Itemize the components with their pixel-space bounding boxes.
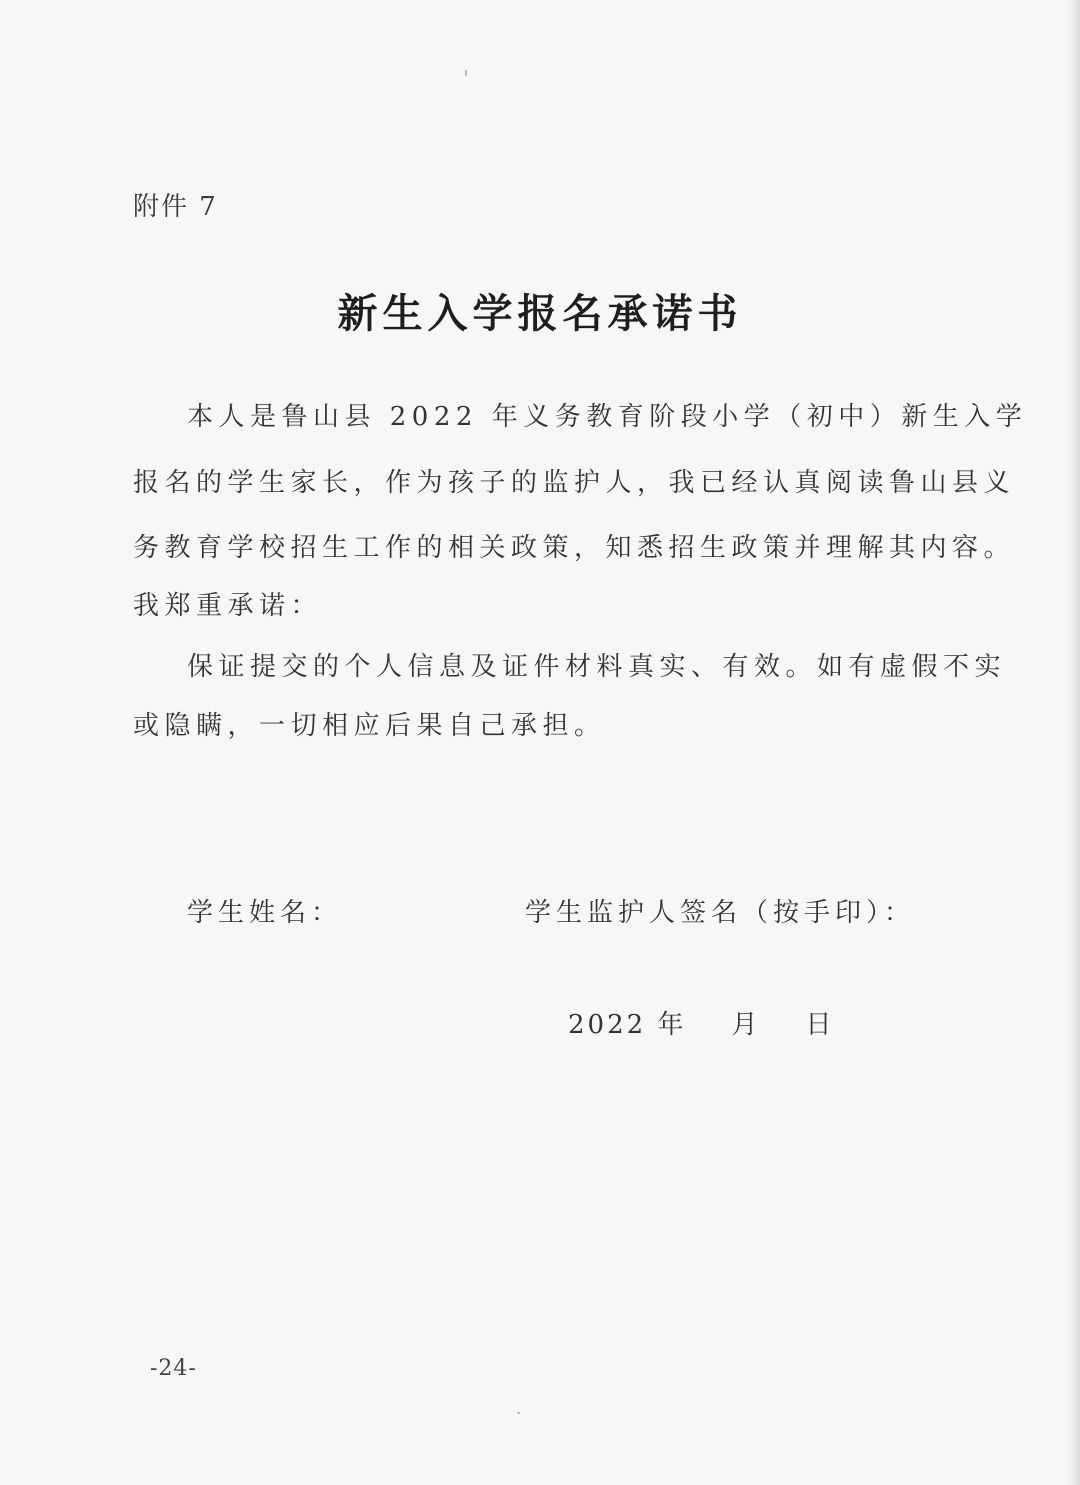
body-line: 或隐瞒，一切相应后果自己承担。	[133, 711, 606, 741]
page-number: -24-	[150, 1356, 197, 1381]
body-line: 我郑重承诺：	[133, 591, 323, 621]
body-line: 务教育学校招生工作的相关政策，知悉招生政策并理解其内容。	[133, 533, 1016, 563]
body-line: 保证提交的个人信息及证件材料真实、有效。如有虚假不实	[187, 652, 1007, 682]
date-line: 2022 年 月 日	[568, 1010, 835, 1040]
student-name-label: 学生姓名：	[187, 898, 343, 928]
page-edge-shadow	[1066, 0, 1080, 1485]
guardian-signature-label: 学生监护人签名（按手印）：	[525, 898, 916, 928]
scan-speck	[465, 70, 467, 76]
body-line: 本人是鲁山县 2022 年义务教育阶段小学（初中）新生入学	[187, 402, 1028, 432]
scan-speck	[517, 1412, 520, 1414]
attachment-label: 附件 7	[133, 192, 218, 222]
document-title: 新生入学报名承诺书	[337, 290, 743, 337]
body-line: 报名的学生家长，作为孩子的监护人，我已经认真阅读鲁山县义	[133, 468, 1016, 498]
